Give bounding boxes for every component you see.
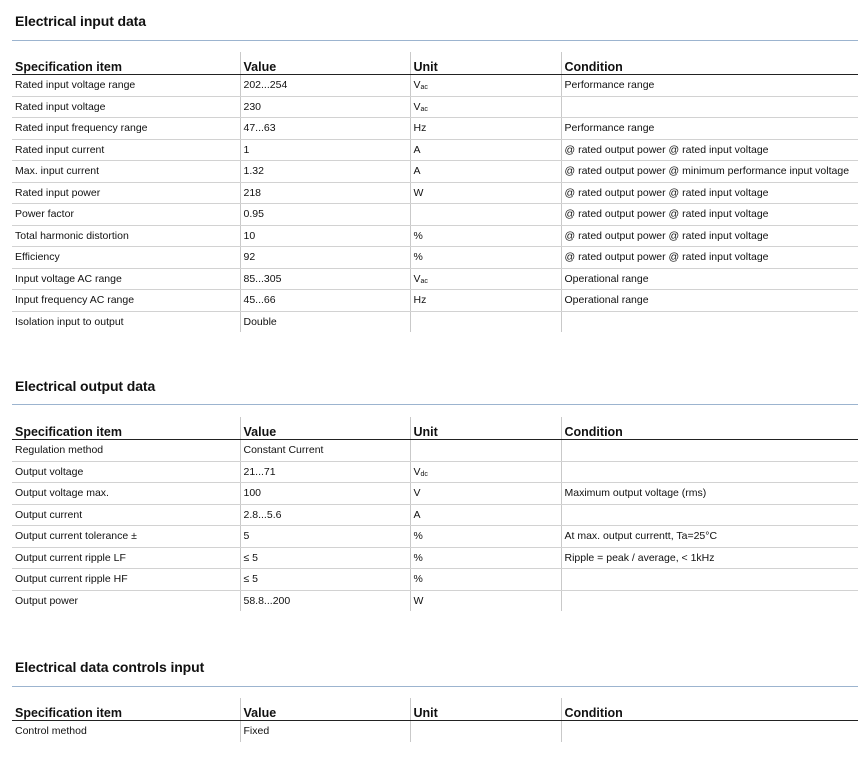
cell-condition: Performance range [561, 118, 858, 140]
cell-specification-item: Output power [15, 594, 79, 607]
header-specification-item: Specification item [12, 417, 240, 440]
cell-value: 85...305 [240, 268, 410, 290]
cell-unit [410, 504, 561, 526]
spec-table [12, 52, 858, 332]
header-condition: Condition [561, 52, 858, 75]
cell-unit [410, 247, 561, 269]
cell-condition [561, 440, 858, 462]
header-unit: Unit [410, 52, 561, 75]
unit-subscript: ac [420, 84, 428, 92]
cell-condition: At max. output currentt, Ta=25°C [561, 526, 858, 548]
cell-condition: Operational range [561, 268, 858, 290]
cell-specification-item: Rated input voltage [12, 96, 240, 118]
cell-specification-item: Output current ripple LF [12, 547, 240, 569]
cell-unit [410, 161, 561, 183]
cell-specification-item: Rated input frequency range [12, 118, 240, 140]
cell-unit [410, 590, 561, 611]
section-title: Electrical input data [15, 13, 146, 29]
cell-specification-item: Rated input current [12, 139, 240, 161]
cell-value: 2.8...5.6 [240, 504, 410, 526]
cell-value: 202...254 [240, 75, 410, 97]
unit-symbol: V [413, 100, 421, 113]
cell-value: 0.95 [240, 204, 410, 226]
unit-symbol: % [413, 229, 423, 242]
cell-specification-item: Isolation input to output [15, 315, 124, 328]
table-row [12, 182, 858, 204]
header-condition: Condition [561, 417, 858, 440]
unit-symbol: W [413, 186, 424, 199]
table-row [12, 247, 858, 269]
cell-specification-item: Max. input current [12, 161, 240, 183]
cell-value: 21...71 [240, 461, 410, 483]
cell-condition: @ rated output power @ rated input voltage [561, 182, 858, 204]
header-unit: Unit [410, 698, 561, 721]
unit-symbol: % [413, 573, 423, 586]
unit-symbol: W [413, 594, 424, 607]
cell-specification-item: Output current [12, 504, 240, 526]
cell-specification-item: Output current ripple HF [12, 569, 240, 591]
table-row [12, 161, 858, 183]
table-row [12, 526, 858, 548]
cell-condition [561, 590, 858, 611]
cell-unit [410, 96, 561, 118]
unit-subscript: dc [420, 470, 428, 478]
unit-symbol: % [413, 530, 423, 543]
table-row [12, 311, 858, 332]
cell-unit [410, 225, 561, 247]
table-row [12, 204, 858, 226]
cell-unit [410, 721, 561, 742]
unit-symbol: V [413, 272, 421, 285]
cell-value: Constant Current [240, 440, 410, 462]
cell-value: Double [240, 311, 410, 332]
header-specification-item: Specification item [12, 698, 240, 721]
unit-symbol: V [413, 487, 421, 500]
cell-value: 47...63 [240, 118, 410, 140]
table-row [12, 268, 858, 290]
table-row [12, 590, 858, 611]
cell-specification-item: Rated input power [12, 182, 240, 204]
table-header-row [12, 417, 858, 440]
cell-specification-item: Output voltage max. [12, 483, 240, 505]
header-specification-item: Specification item [12, 52, 240, 75]
cell-condition: @ rated output power @ rated input voltage [561, 225, 858, 247]
cell-unit [410, 483, 561, 505]
table-row [12, 483, 858, 505]
cell-condition: Operational range [561, 290, 858, 312]
cell-condition: @ rated output power @ minimum performance input voltage [561, 161, 858, 183]
cell-condition [561, 569, 858, 591]
cell-value: 1 [240, 139, 410, 161]
unit-symbol: Hz [413, 294, 427, 307]
cell-condition [561, 461, 858, 483]
cell-unit [410, 547, 561, 569]
unit-symbol: A [413, 508, 421, 521]
cell-unit [410, 268, 561, 290]
unit-symbol: A [413, 143, 421, 156]
cell-unit [410, 461, 561, 483]
unit-symbol: A [413, 165, 421, 178]
cell-specification-item: Regulation method [12, 440, 240, 462]
header-value: Value [240, 52, 410, 75]
table-header-row [12, 698, 858, 721]
cell-specification-item: Output current tolerance ± [12, 526, 240, 548]
cell-unit [410, 440, 561, 462]
cell-specification-item: Power factor [12, 204, 240, 226]
cell-unit [410, 290, 561, 312]
table-row [12, 504, 858, 526]
unit-symbol: % [413, 551, 423, 564]
cell-condition [561, 504, 858, 526]
cell-unit [410, 526, 561, 548]
unit-symbol: % [413, 251, 423, 264]
table-header-row [12, 52, 858, 75]
unit-symbol: V [413, 465, 421, 478]
table-row [12, 139, 858, 161]
table-row [12, 461, 858, 483]
cell-value: ≤ 5 [240, 569, 410, 591]
cell-specification-item: Total harmonic distortion [12, 225, 240, 247]
cell-specification-item: Input frequency AC range [12, 290, 240, 312]
section-divider [12, 686, 858, 687]
cell-value: 10 [240, 225, 410, 247]
cell-value: 58.8...200 [240, 590, 410, 611]
cell-specification-item: Control method [15, 725, 87, 738]
section-divider [12, 404, 858, 405]
header-value: Value [240, 698, 410, 721]
cell-specification-item: Efficiency [12, 247, 240, 269]
cell-unit [410, 75, 561, 97]
cell-unit [410, 569, 561, 591]
cell-condition: Performance range [561, 75, 858, 97]
cell-condition [561, 721, 858, 742]
cell-unit [410, 139, 561, 161]
table-row [12, 96, 858, 118]
cell-condition: Maximum output voltage (rms) [561, 483, 858, 505]
header-condition: Condition [561, 698, 858, 721]
table-row [12, 118, 858, 140]
cell-value: 100 [240, 483, 410, 505]
section-title: Electrical output data [15, 378, 156, 394]
unit-symbol: V [413, 79, 421, 92]
table-row [12, 225, 858, 247]
cell-condition [561, 96, 858, 118]
cell-value: 1.32 [240, 161, 410, 183]
table-row [12, 547, 858, 569]
table-row [12, 75, 858, 97]
section-divider [12, 40, 858, 41]
cell-specification-item: Output voltage [12, 461, 240, 483]
cell-unit [410, 182, 561, 204]
cell-value: 218 [240, 182, 410, 204]
cell-value: 92 [240, 247, 410, 269]
cell-value: ≤ 5 [240, 547, 410, 569]
cell-value: Fixed [240, 721, 410, 742]
cell-condition: Ripple = peak / average, < 1kHz [561, 547, 858, 569]
unit-subscript: ac [420, 277, 428, 285]
spec-table [12, 698, 858, 742]
cell-specification-item: Rated input voltage range [12, 75, 240, 97]
spec-table [12, 417, 858, 611]
header-value: Value [240, 417, 410, 440]
table-row [12, 290, 858, 312]
cell-condition: @ rated output power @ rated input voltage [561, 247, 858, 269]
cell-unit [410, 118, 561, 140]
cell-value: 230 [240, 96, 410, 118]
cell-condition [561, 311, 858, 332]
section-title: Electrical data controls input [15, 659, 205, 675]
table-row [12, 721, 858, 742]
table-row [12, 569, 858, 591]
header-unit: Unit [410, 417, 561, 440]
cell-unit [410, 311, 561, 332]
unit-symbol: Hz [413, 122, 427, 135]
unit-subscript: ac [420, 105, 428, 113]
table-row [12, 440, 858, 462]
cell-condition: @ rated output power @ rated input voltage [561, 204, 858, 226]
cell-value: 45...66 [240, 290, 410, 312]
cell-value: 5 [240, 526, 410, 548]
cell-specification-item: Input voltage AC range [12, 268, 240, 290]
cell-condition: @ rated output power @ rated input voltage [561, 139, 858, 161]
cell-unit [410, 204, 561, 226]
